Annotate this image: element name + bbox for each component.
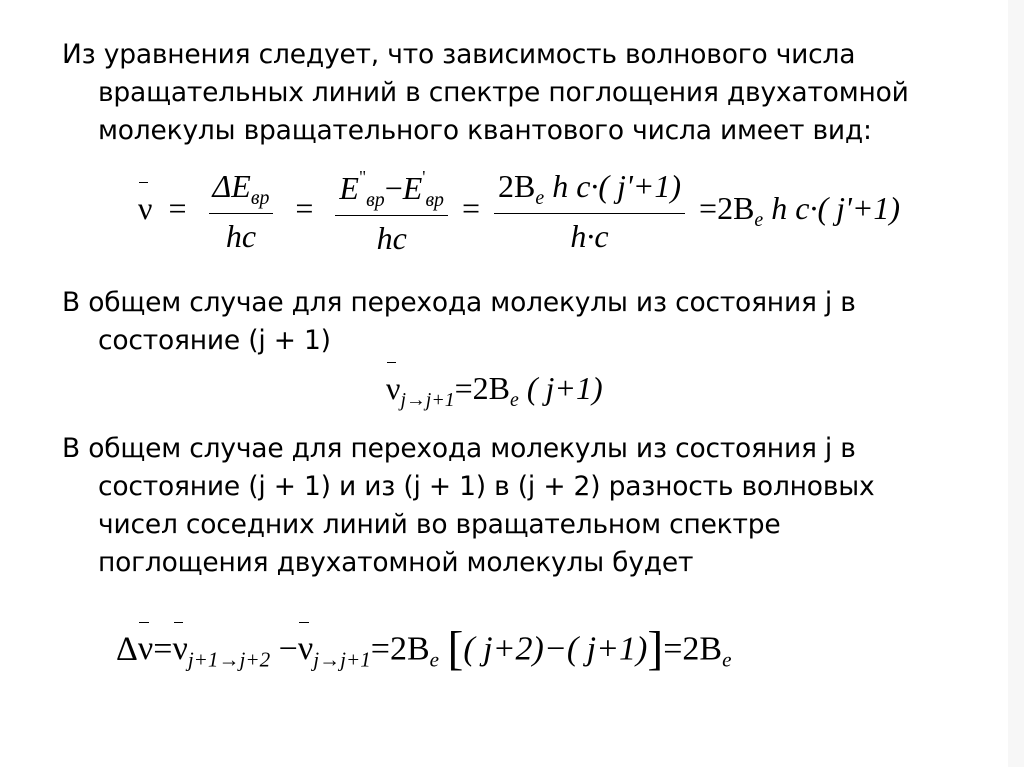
- formula-transition: [386, 370, 603, 412]
- delta-symbol: Δ: [116, 630, 138, 668]
- paragraph-intro: Из уравнения следует, что зависимость волнового числа вращательных линий в спектре поглощения двухатомной молекулы вращательного квантового числа имеет вид:: [62, 39, 909, 146]
- paragraph-difference: В общем случае для перехода молекулы из состояния j в состояние (j + 1) и из (j + 1) в (j + 2) разность волновых чисел соседних линий во вращательном спектре поглощения двухатомной молекулы будет: [62, 433, 875, 578]
- rotational-constant: =2B: [370, 630, 430, 668]
- constant-subscript: e: [429, 647, 439, 672]
- formula-wavenumber: [138, 168, 900, 255]
- fraction-delta-e: $\frac{\Delta E_{вр}}{hc}$: [209, 170, 274, 253]
- rotational-constant: =2B: [454, 370, 510, 406]
- formula-tail: $=2B_e$ h c·( j'+1): [699, 189, 901, 231]
- transition-subscript: j→j+1: [400, 388, 455, 411]
- left-bracket: [: [447, 623, 464, 675]
- fraction-rotational-constant: $\frac{2B_e h c\cdot( j'+1)}{h\cdot c}$: [494, 170, 685, 253]
- subscript-lower-transition: j→j+1: [313, 647, 371, 672]
- right-bracket: ]: [647, 623, 664, 675]
- nu-bar-symbol: ν: [297, 630, 314, 668]
- formula-line-spacing: [116, 622, 731, 676]
- constant-subscript: e: [510, 388, 519, 411]
- bracket-expression: ( j+2)−( j+1): [463, 630, 648, 668]
- nu-bar-symbol: ν: [172, 630, 188, 668]
- equals-sign: =: [461, 189, 481, 226]
- nu-bar-symbol: ν: [138, 189, 153, 226]
- equals-sign: =: [168, 189, 187, 226]
- fraction-energy-difference: $\frac{E^"_{вр}-E'_{вр}}{hc}$: [335, 168, 448, 255]
- nu-bar-symbol: ν: [386, 370, 401, 406]
- paragraph-transition: В общем случае для перехода молекулы из состояния j в состояние (j + 1): [62, 287, 856, 356]
- equals-sign: =: [295, 189, 314, 226]
- result-constant: =2B: [663, 630, 723, 668]
- constant-subscript: e: [722, 647, 732, 672]
- subscript-upper-transition: j+1→j+2: [187, 647, 271, 672]
- nu-bar-symbol: ν: [137, 630, 154, 668]
- minus-sign: −: [278, 630, 298, 668]
- paren-expression: ( j+1): [526, 370, 603, 406]
- equals-sign: =: [153, 630, 173, 668]
- slide-edge: [1008, 0, 1024, 767]
